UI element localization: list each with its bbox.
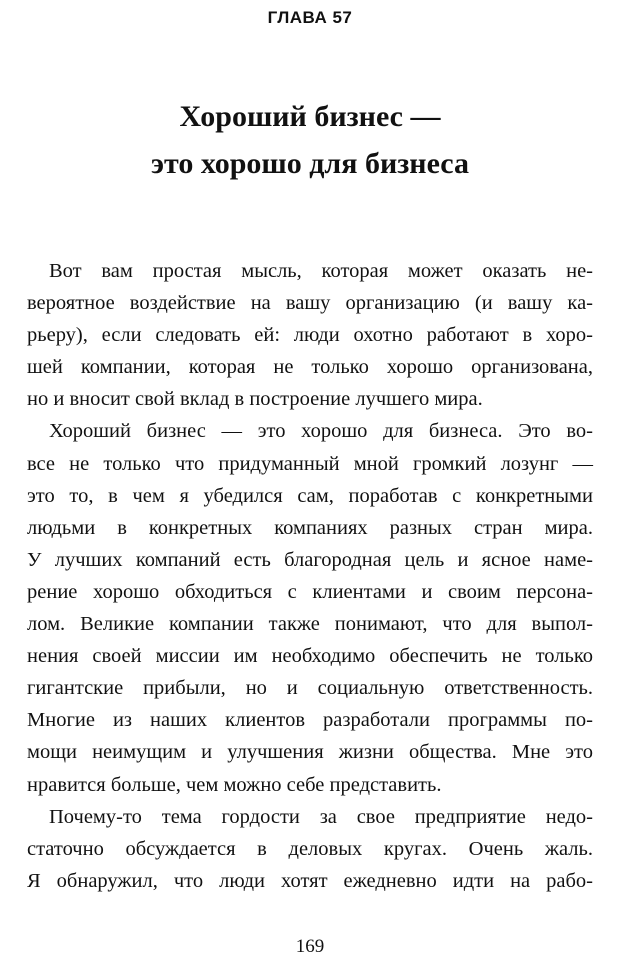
page-number: 169	[295, 936, 325, 957]
chapter-title-line-1: Хороший бизнес —	[179, 100, 441, 133]
text-line: мощи неимущим и улучшения жизни общества. Мне это	[27, 741, 593, 764]
text-line: шей компании, которая не только хорошо организована,	[27, 356, 593, 379]
text-line: нравится больше, чем можно себе представить.	[27, 773, 442, 796]
paragraph-3	[27, 801, 593, 897]
text-line: нения своей миссии им необходимо обеспечить не только	[27, 645, 593, 668]
text-line: все не только что придуманный мной громкий лозунг —	[27, 452, 593, 475]
text-line: людьми в конкретных компаниях разных стран мира.	[27, 516, 593, 539]
text-line: У лучших компаний есть благородная цель и ясное наме-	[27, 548, 593, 571]
text-line: Я обнаружил, что люди хотят ежедневно идти на рабо-	[27, 869, 593, 892]
text-line: гигантские прибыли, но и социальную ответственность.	[27, 677, 593, 700]
body-text	[27, 255, 593, 897]
paragraph-1	[27, 255, 593, 415]
text-line: вероятное воздействие на вашу организацию (и вашу ка-	[27, 292, 593, 315]
text-line: статочно обсуждается в деловых кругах. Очень жаль.	[27, 837, 593, 860]
text-line: Почему-то тема гордости за свое предприятие недо-	[49, 805, 593, 828]
paragraph-2	[27, 415, 593, 800]
chapter-title-line-2: это хорошо для бизнеса	[151, 147, 469, 180]
text-line: это то, в чем я убедился сам, поработав с конкретными	[27, 484, 593, 507]
text-line: Вот вам простая мысль, которая может оказать не-	[49, 260, 593, 282]
text-line: рьеру), если следовать ей: люди охотно работают в хоро-	[27, 324, 593, 347]
text-line: Многие из наших клиентов разработали программы по-	[27, 709, 593, 732]
text-line: но и вносит свой вклад в построение лучшего мира.	[27, 388, 483, 411]
chapter-title	[0, 93, 620, 187]
chapter-label: ГЛАВА 57	[267, 8, 353, 27]
text-line: рение хорошо обходиться с клиентами и своим персона-	[27, 580, 593, 603]
text-line: Хороший бизнес — это хорошо для бизнеса. Это во-	[49, 420, 593, 443]
text-line: лом. Великие компании также понимают, что для выпол-	[27, 613, 593, 636]
